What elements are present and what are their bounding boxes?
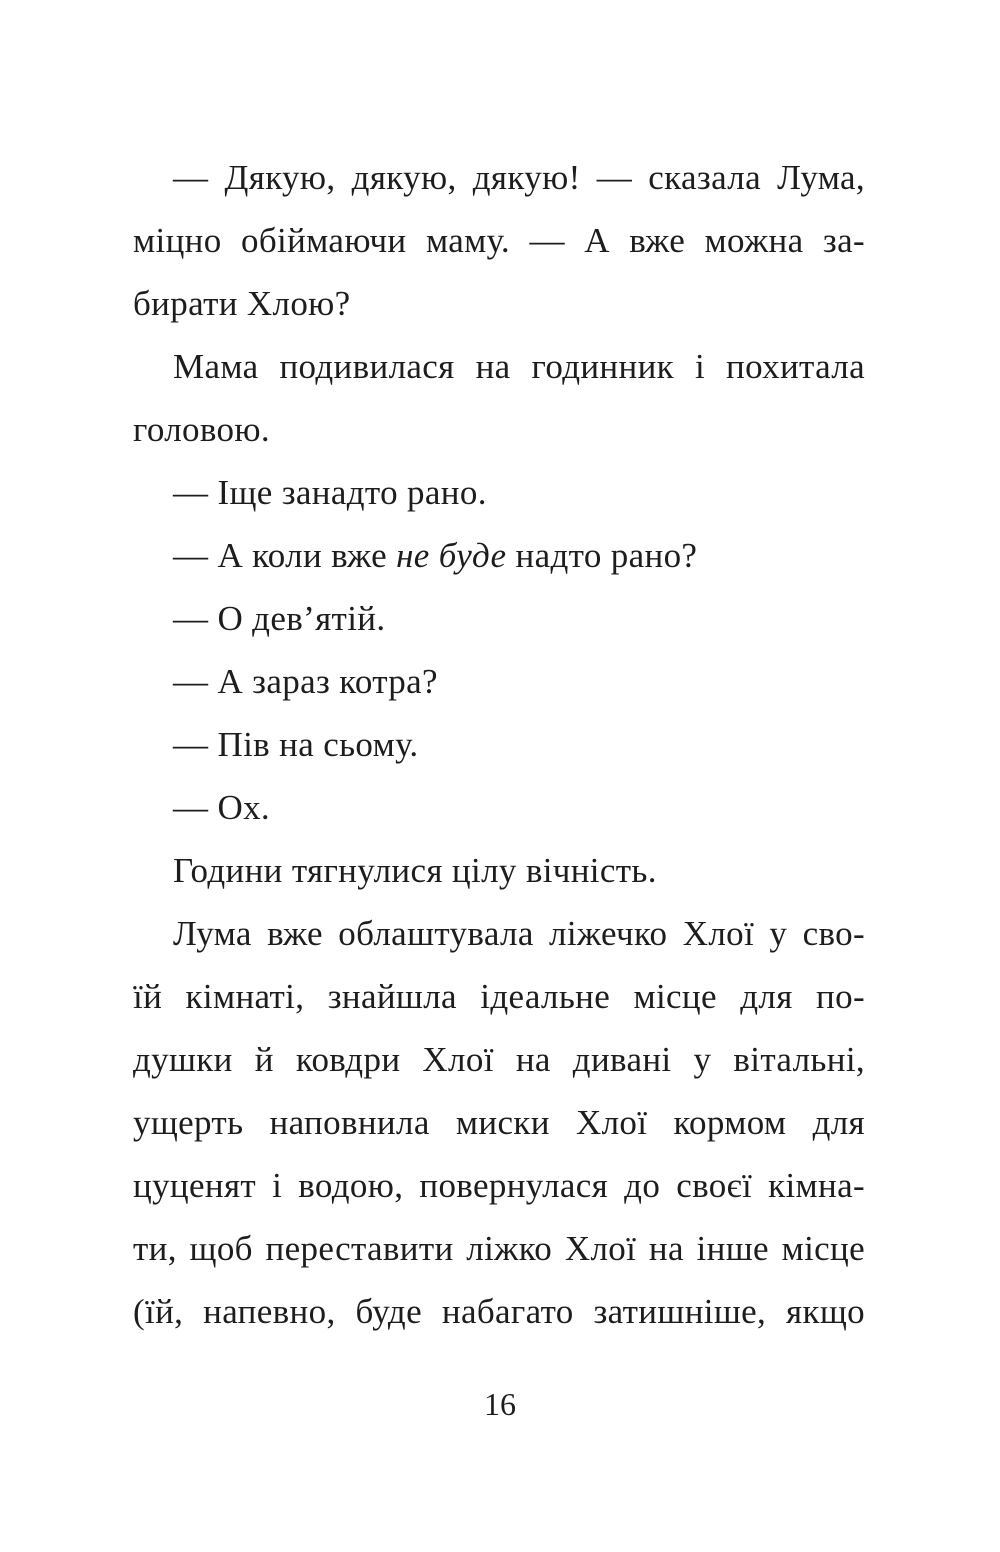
paragraph [133,776,865,839]
paragraph [133,146,865,335]
paragraph [133,902,865,1343]
text-line: ти, щоб переставити ліжко Хлої на інше місце [133,1229,865,1268]
page-number: 16 [484,1386,516,1422]
text-line: душки й ковдри Хлої на дивані у вітальні, [133,1040,865,1079]
paragraph [133,461,865,524]
text-run: надто рано? [506,536,698,575]
paragraph [133,524,865,587]
paragraph [133,587,865,650]
text-line: їй кімнаті, знайшла ідеальне місце для по- [133,977,865,1016]
text-line: — А зараз котра? [173,662,438,701]
text-line: головою. [133,410,270,449]
paragraph [133,335,865,461]
text-line: — Іще занадто рано. [173,473,487,512]
page-footer [0,1384,1000,1424]
text-line: міцно обіймаючи маму. — А вже можна за- [133,221,865,260]
italic-text: не буде [396,536,507,575]
text-line: Години тягнулися цілу вічність. [173,851,657,890]
text-line: бирати Хлою? [133,284,351,323]
text-line: ущерть наповнила миски Хлої кормом для [133,1103,865,1142]
text-line: — О дев’ятій. [173,599,386,638]
text-line: — Пів на сьому. [173,725,419,764]
text-run: — А коли вже [173,536,397,575]
page-text [133,146,865,1343]
text-line [133,524,865,587]
text-line: цуценят і водою, повернулася до своєї кімна- [133,1166,865,1205]
paragraph [133,713,865,776]
text-line: Мама подивилася на годинник і похитала [173,347,865,386]
text-line: (їй, напевно, буде набагато затишніше, якщо [133,1292,865,1331]
paragraph [133,650,865,713]
paragraph [133,839,865,902]
text-line: — Дякую, дякую, дякую! — сказала Лума, [173,158,865,197]
text-line: Лума вже облаштувала ліжечко Хлої у сво- [173,914,865,953]
text-line: — Ох. [173,788,271,827]
